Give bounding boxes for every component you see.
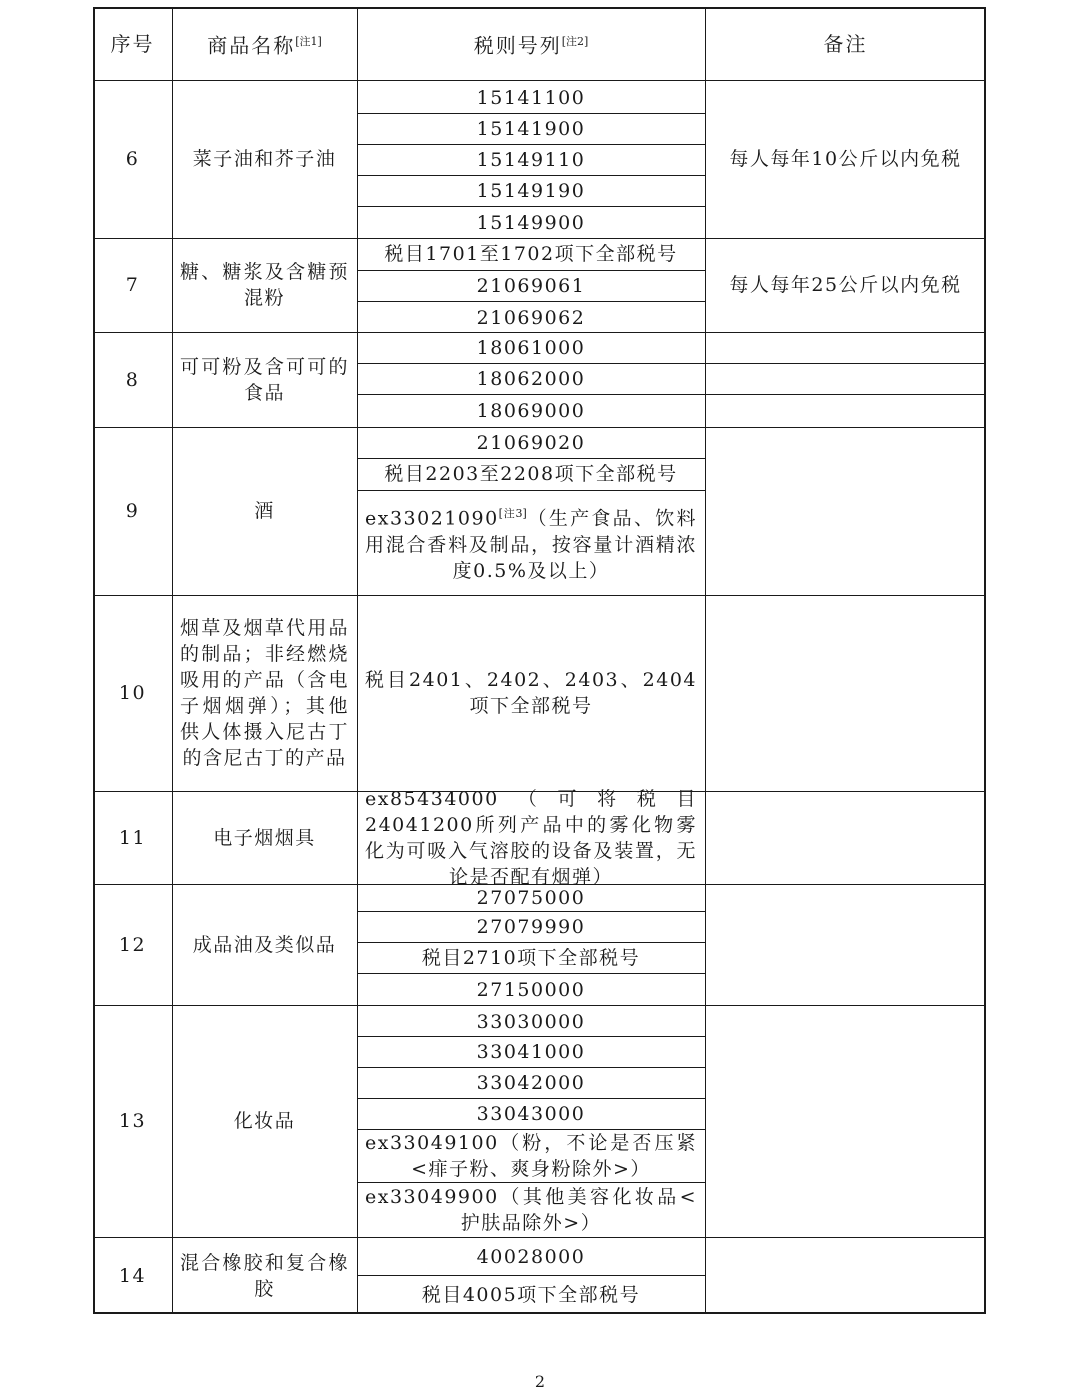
tariff-code: 33030000 <box>476 1010 586 1033</box>
row-name: 糖、糖浆及含糖预混粉 <box>180 261 349 309</box>
row-remark: 每人每年25公斤以内免税 <box>729 274 962 296</box>
row-name: 电子烟烟具 <box>213 826 316 849</box>
header-remark: 备注 <box>823 31 868 56</box>
tariff-code: 15141100 <box>476 86 586 109</box>
tariff-code: 税目2203至2208项下全部税号 <box>384 463 678 485</box>
tariff-code: 21069062 <box>476 306 586 329</box>
page-number: 2 <box>534 1372 546 1391</box>
tariff-code-described: ex33049100（粉，不论是否压紧<痱子粉、爽身粉除外>） <box>365 1131 697 1180</box>
tariff-code: 税目4005项下全部税号 <box>421 1283 641 1306</box>
tariff-code: 15149190 <box>476 179 586 202</box>
header-code: 税则号列[注2] <box>473 33 589 58</box>
row-name: 可可粉及含可可的食品 <box>180 355 349 404</box>
tariff-code: 18062000 <box>476 367 586 390</box>
tariff-code: 40028000 <box>476 1246 586 1268</box>
row-seq: 14 <box>118 1264 147 1287</box>
tariff-code: 18069000 <box>476 399 586 422</box>
tariff-code: 18061000 <box>476 336 586 359</box>
tariff-code-described: ex33021090[注3]（生产食品、饮料用混合香料及制品，按容量计酒精浓度0.5%及以上） <box>365 507 697 582</box>
header-seq: 序号 <box>110 31 155 56</box>
tariff-code: 15149110 <box>476 148 586 171</box>
row-name: 化妆品 <box>233 1110 296 1132</box>
row-name: 成品油及类似品 <box>192 933 337 956</box>
tariff-code: 27079990 <box>476 915 586 938</box>
tariff-code: 税目1701至1702项下全部税号 <box>384 243 678 265</box>
row-seq: 8 <box>125 368 140 391</box>
tariff-code: 21069061 <box>476 274 586 297</box>
tariff-code-described: ex33049900（其他美容化妆品<护肤品除外>） <box>365 1185 697 1234</box>
row-name: 混合橡胶和复合橡胶 <box>180 1251 349 1300</box>
row-seq: 6 <box>125 148 140 170</box>
tariff-code: 税目2710项下全部税号 <box>421 946 641 969</box>
tariff-code: 15149900 <box>476 212 586 234</box>
tariff-code: 33043000 <box>476 1102 586 1125</box>
tariff-code: 33042000 <box>476 1071 586 1094</box>
tariff-code-described: 税目2401、2402、2403、2404项下全部税号 <box>365 669 697 717</box>
row-seq: 11 <box>118 826 147 849</box>
row-seq: 12 <box>118 933 147 956</box>
row-name: 酒 <box>254 500 275 522</box>
tariff-code: 27150000 <box>476 979 586 1001</box>
tariff-code: 21069020 <box>476 431 586 454</box>
row-remark: 每人每年10公斤以内免税 <box>729 148 962 170</box>
row-name: 烟草及烟草代用品的制品；非经燃烧吸用的产品（含电子烟烟弹）；其他供人体摄入尼古丁的含尼古丁的产品 <box>180 617 349 769</box>
row-name: 菜子油和芥子油 <box>192 148 337 170</box>
tariff-code-described: ex85434000（可将税目24041200所列产品中的雾化物雾化为可吸入气溶胶的设备及装置，无论是否配有烟弹） <box>365 787 697 888</box>
tariff-code: 15141900 <box>476 117 586 140</box>
header-name: 商品名称[注1] <box>207 33 322 58</box>
row-seq: 7 <box>125 274 140 296</box>
row-seq: 9 <box>125 500 140 522</box>
tariff-code: 33041000 <box>476 1040 586 1063</box>
row-seq: 10 <box>118 682 147 704</box>
tariff-code: 27075000 <box>476 886 586 909</box>
row-seq: 13 <box>118 1110 147 1132</box>
